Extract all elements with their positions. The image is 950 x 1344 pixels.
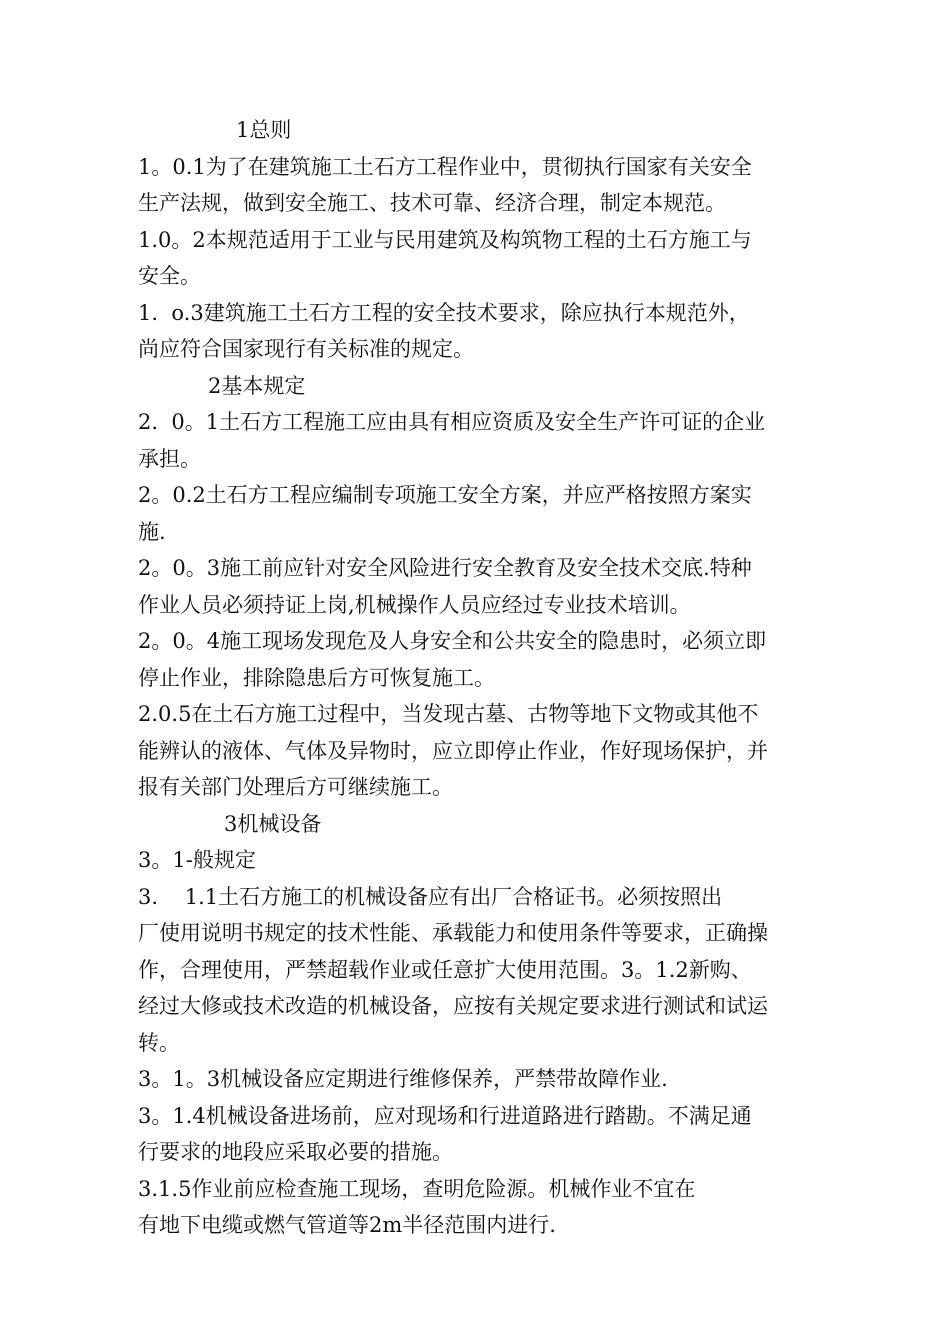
section-heading-basic-rules: 2基本规定 xyxy=(208,373,306,398)
clause-2-0-4-cont: 停止作业，排除隐患后方可恢复施工。 xyxy=(138,665,495,690)
clause-3-1-2-cont-1: 经过大修或技术改造的机械设备，应按有关规定要求进行测试和试运 xyxy=(138,994,768,1018)
clause-2-0-2-cont: 施. xyxy=(138,519,166,544)
clause-3-1-2-cont-2: 转。 xyxy=(138,1030,180,1055)
clause-2-0-2: 2。0.2土石方工程应编制专项施工安全方案，并应严格按照方案实 xyxy=(138,483,752,507)
clause-3-1-1: 3. 1.1土石方施工的机械设备应有出厂合格证书。必须按照出 xyxy=(138,884,723,909)
clause-3-1-5-cont: 有地下电缆或燃气管道等2m半径范围内进行. xyxy=(138,1213,556,1237)
clause-1-0-2: 1.0。2本规范适用于工业与民用建筑及构筑物工程的土石方施工与 xyxy=(138,227,752,252)
clause-1-0-3: 1. o.3建筑施工土石方工程的安全技术要求，除应执行本规范外， xyxy=(138,300,750,325)
clause-2-0-3: 2。0。3施工前应针对安全风险进行安全教育及安全技术交底.特种 xyxy=(138,556,752,580)
clause-3-1-1-cont-2: 作，合理使用，严禁超载作业或任意扩大使用范围。3。1.2新购、 xyxy=(138,957,752,982)
clause-2-0-3-cont: 作业人员必须持证上岗,机械操作人员应经过专业技术培训。 xyxy=(138,592,691,617)
clause-2-0-1: 2. 0。1土石方工程施工应由具有相应资质及安全生产许可证的企业 xyxy=(138,410,766,434)
clause-3-1-4: 3。1.4机械设备进场前，应对现场和行进道路进行踏勘。不满足通 xyxy=(138,1103,752,1128)
document-body xyxy=(138,112,818,1244)
clause-2-0-5: 2.0.5在土石方施工过程中，当发现古墓、古物等地下文物或其他不 xyxy=(138,702,759,726)
clause-1-0-1: 1。0.1为了在建筑施工土石方工程作业中，贯彻执行国家有关安全 xyxy=(138,154,752,179)
clause-1-0-2-cont: 安全。 xyxy=(138,264,201,288)
clause-3-1-4-cont: 行要求的地段应采取必要的措施。 xyxy=(138,1140,453,1164)
clause-3-1-3: 3。1。3机械设备应定期进行维修保养，严禁带故障作业. xyxy=(138,1067,668,1091)
section-heading-machinery: 3机械设备 xyxy=(224,811,322,836)
subsection-heading-general-rules: 3。1-般规定 xyxy=(138,848,256,872)
clause-2-0-1-cont: 承担。 xyxy=(138,446,201,471)
clause-2-0-4: 2。0。4施工现场发现危及人身安全和公共安全的隐患时，必须立即 xyxy=(138,629,767,653)
clause-1-0-1-cont: 生产法规，做到安全施工、技术可靠、经济合理，制定本规范。 xyxy=(138,191,726,215)
section-heading-general: 1总则 xyxy=(236,118,292,142)
clause-3-1-5: 3.1.5作业前应检查施工现场，查明危险源。机械作业不宜在 xyxy=(138,1176,696,1201)
clause-3-1-1-cont-1: 厂使用说明书规定的技术性能、承载能力和使用条件等要求，正确操 xyxy=(138,921,768,945)
clause-1-0-3-cont: 尚应符合国家现行有关标准的规定。 xyxy=(138,337,474,361)
clause-2-0-5-cont-2: 报有关部门处理后方可继续施工。 xyxy=(138,775,453,799)
clause-2-0-5-cont-1: 能辨认的液体、气体及异物时，应立即停止作业，作好现场保护，并 xyxy=(138,738,768,763)
